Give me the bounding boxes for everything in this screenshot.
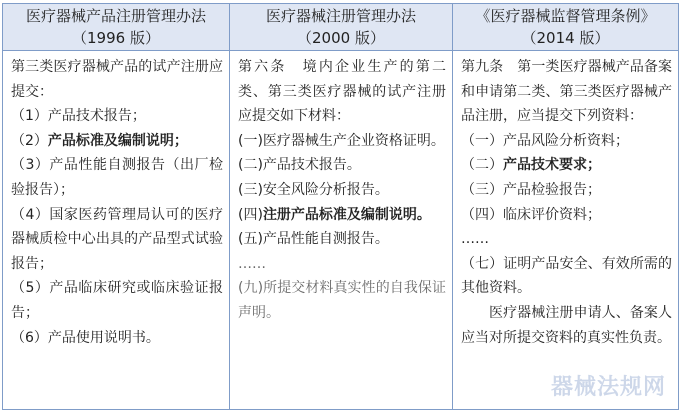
regulation-comparison-table bbox=[2, 3, 679, 410]
bold-highlight: 产品技术要求； bbox=[503, 157, 601, 174]
header-2000 bbox=[230, 4, 453, 51]
header-1996-title: 医疗器械产品注册管理办法 bbox=[25, 7, 206, 25]
list-item: (三)安全风险分析报告。 bbox=[238, 181, 389, 198]
list-item: （一）产品风险分析资料； bbox=[461, 132, 629, 149]
header-row bbox=[3, 4, 679, 51]
list-item: （5）产品临床研究或临床验证报告； bbox=[11, 280, 223, 321]
list-item: (九)所提交材料真实性的自我保证声明。 bbox=[238, 280, 446, 321]
item-number: （二） bbox=[461, 157, 503, 174]
list-item: (一)医疗器械生产企业资格证明。 bbox=[238, 132, 445, 149]
list-item bbox=[238, 203, 446, 228]
item-number: (四) bbox=[238, 206, 263, 223]
list-item: （七）证明产品安全、有效所需的其他资料。 bbox=[461, 255, 672, 297]
list-item: （6）产品使用说明书。 bbox=[11, 329, 160, 346]
list-item: （四）临床评价资料； bbox=[461, 206, 601, 223]
header-2014 bbox=[453, 4, 679, 51]
list-item: (五)产品性能自测报告。 bbox=[238, 231, 389, 248]
ellipsis: …… bbox=[461, 231, 489, 248]
list-item: （1）产品技术报告； bbox=[11, 108, 146, 125]
header-1996-year: （1996 版） bbox=[72, 29, 160, 47]
intro-2000: 第六条 境内企业生产的第二类、第三类医疗器械的试产注册应提交如下材料： bbox=[238, 59, 446, 125]
header-2000-title: 医疗器械注册管理办法 bbox=[265, 7, 416, 25]
intro-2014: 第九条 第一类医疗器械产品备案和申请第二类、第三类医疗器械产品注册，应当提交下列资料： bbox=[461, 59, 672, 125]
list-item: （三）产品检验报告； bbox=[461, 181, 601, 198]
cell-2000 bbox=[230, 51, 453, 410]
content-row bbox=[3, 51, 679, 410]
intro-1996: 第三类医疗器械产品的试产注册应提交： bbox=[11, 59, 223, 100]
list-item: （3）产品性能自测报告（出厂检验报告）； bbox=[11, 157, 223, 198]
header-2000-year: （2000 版） bbox=[297, 29, 385, 47]
cell-1996 bbox=[3, 51, 230, 410]
list-item: （4）国家医药管理局认可的医疗器械质检中心出具的产品型式试验报告； bbox=[11, 206, 223, 272]
header-2014-title: 《医疗器械监督管理条例》 bbox=[475, 7, 656, 25]
list-item bbox=[11, 129, 223, 154]
watermark: 器械法规网 bbox=[550, 375, 666, 400]
bold-highlight: 注册产品标准及编制说明。 bbox=[262, 206, 431, 223]
item-number: （2） bbox=[11, 132, 48, 149]
list-item: (二)产品技术报告。 bbox=[238, 157, 361, 174]
header-1996 bbox=[3, 4, 230, 51]
bold-highlight: 产品标准及编制说明； bbox=[47, 132, 188, 149]
closing-statement: 医疗器械注册申请人、备案人应当对所提交资料的真实性负责。 bbox=[461, 304, 672, 346]
list-item bbox=[461, 153, 672, 178]
cell-2014 bbox=[453, 51, 679, 410]
header-2014-year: （2014 版） bbox=[521, 29, 610, 47]
ellipsis: …… bbox=[238, 255, 266, 272]
